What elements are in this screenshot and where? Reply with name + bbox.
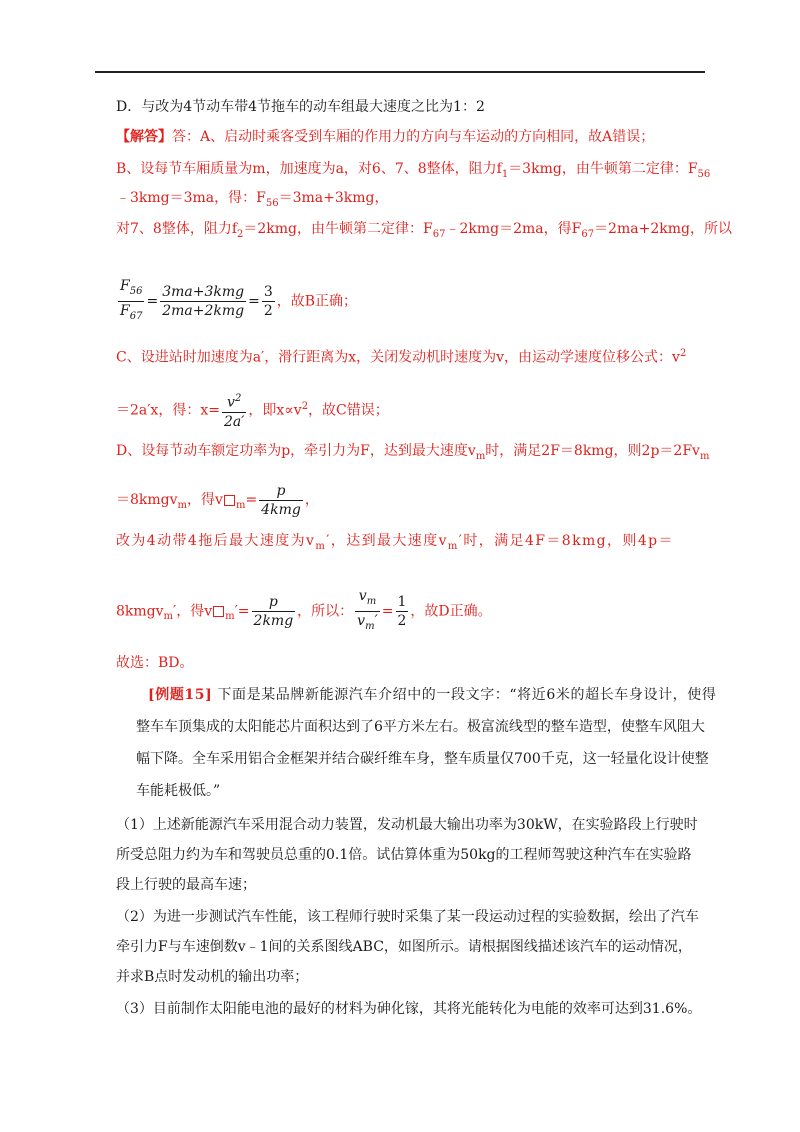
answer-d-line1 [116, 441, 709, 467]
sub-m2: m [699, 450, 710, 462]
frac-p-2kmg: $\frac{p}{\text{2kmg}}$ [253, 593, 294, 629]
sub-2: 2 [237, 228, 244, 240]
sup-2b: 2 [301, 401, 309, 412]
example-tag: [例题15] [148, 687, 213, 703]
b-text-4: ＝3ma+3kmg， [278, 190, 389, 206]
frac-v2-2a: $\frac{v^2}{2a'}$ [222, 390, 246, 431]
choice-line: 故选：BD。 [116, 655, 194, 671]
q3-line1: （3）目前制作太阳能电池的最好的材料为砷化镓，其将光能转化为电能的效率可达到31.6%。 [116, 1001, 702, 1017]
answer-a-text: 答：A、启动时乘客受到车厢的作用力的方向与车运动的方向相同，故A错误； [172, 129, 655, 145]
sub-m6: m [447, 540, 459, 552]
answer-b-line2 [116, 188, 389, 214]
sub-67: 67 [432, 228, 446, 240]
answer-tag: 【解答】 [116, 129, 172, 145]
c-text-4: ，故C错误； [308, 402, 389, 419]
d-text-12: ，故D正确。 [410, 603, 492, 620]
d-text-2: 时，满足2F＝8kmg，则2p＝2Fv [485, 443, 700, 459]
answer-b-line3 [116, 219, 732, 245]
sub-m5: m [315, 540, 327, 552]
c-text-3: ，即x∝v [248, 402, 302, 419]
placeholder-box-icon [224, 495, 235, 506]
frac-f56-f67: $\frac{F_{56}}{F_{67}}$ [120, 278, 143, 322]
frac-3-2: $\frac{3}{2}$ [263, 283, 273, 319]
b-text-3: ﹣3kmg＝3ma，得：F [116, 190, 266, 206]
sub-m8: m [225, 611, 235, 623]
placeholder-box-icon-2 [213, 606, 224, 617]
b-text-5: 对7、8整体，阻力f [116, 221, 237, 237]
b-text-2: ＝3kmg，由牛顿第二定律：F [508, 161, 698, 177]
sub-67b: 67 [581, 228, 595, 240]
q1-line3: 段上行驶的最高车速； [116, 877, 256, 893]
answer-a-line [116, 127, 654, 147]
b-text-8: ＝2ma+2kmg，所以 [594, 221, 732, 237]
frac-vm-vm: $\frac{v_m}{v_m'}$ [357, 588, 378, 632]
d-text-1: D、设每节动车额定功率为p，牵引力为F，达到最大速度v [116, 443, 476, 459]
answer-c-line1 [116, 344, 686, 368]
q1-line2: 所受总阻力约为车和驾驶员总重的0.1倍。试估算体重为50kg的工程师驾驶这种汽车在实验路 [116, 847, 692, 863]
sup-2: 2 [679, 348, 687, 359]
example-line2: 整车车顶集成的太阳能芯片面积达到了6平方米左右。极富流线型的整车造型，使整车风阻大 [136, 719, 705, 735]
b-result: ，故B正确； [276, 293, 358, 310]
formula-b: $\frac{F_{56}}{F_{67}}$ = $\frac{\text{3ma+3kmg}}{\text{2ma+2kmg}}$ = $\frac{3}{2}$ ，故B正确； [116, 277, 357, 326]
header-rule [95, 71, 705, 73]
c-text-2: ＝2a′x，得：x= [116, 402, 220, 419]
b-text-6: ＝2kmg，由牛顿第二定律：F [243, 221, 433, 237]
b-text-7: ﹣2kmg＝2ma，得F [445, 221, 582, 237]
answer-d-line4: 8kmgv$_m$′，得v $_m$′= $\frac{p}{\text{2kmg}}$ ，所以： $\frac{v_m}{v_m'}$ = $\frac{1}{2}$ ，故D正确。 [116, 587, 492, 637]
example-line1 [148, 685, 716, 705]
frac-ma: $\frac{\text{3ma+3kmg}}{\text{2ma+2kmg}}$ [162, 283, 245, 319]
sub-m4: m [235, 499, 246, 511]
b-text-1: B、设每节车厢质量为m，加速度为a，对6、7、8整体，阻力f [116, 161, 502, 177]
d-text-7: ′，达到最大速度v [326, 533, 448, 549]
frac-p-4kmg: $\frac{p}{\text{4kmg}}$ [261, 482, 301, 518]
sub-56b: 56 [265, 197, 279, 209]
d-text-6: 改为4动带4拖后最大速度为v [116, 533, 316, 549]
d-text-11: ，所以： [297, 603, 354, 620]
sub-m3: m [177, 499, 188, 511]
d-text-5: ， [304, 492, 319, 508]
answer-b-line1 [116, 159, 710, 185]
d-text-9: 8kmgv [116, 603, 164, 620]
example-text-1: 下面是某品牌新能源汽车介绍中的一段文字：“将近6米的超长车身设计，使得 [217, 687, 717, 703]
option-d: D．与改为4节动车带4节拖车的动车组最大速度之比为1：2 [116, 99, 485, 115]
answer-d-line2: ＝8kmgv$_m$，得v $_m$= $\frac{p}{\text{4kmg}}$ ， [116, 482, 319, 518]
q2-line3: 并求B点时发动机的输出功率； [116, 969, 309, 985]
example-line4: 车能耗极低。” [136, 783, 221, 799]
sub-56: 56 [697, 168, 711, 180]
sub-m: m [475, 450, 486, 462]
answer-c-line2 [116, 387, 389, 431]
q1-line1: （1）上述新能源汽车采用混合动力装置，发动机最大输出功率为30kW，在实验路段上行驶时 [116, 817, 698, 833]
d-text-3: ＝8kmgv [116, 492, 178, 508]
q2-line2: 牵引力F与车速倒数v﹣1间的关系图线ABC，如图所示。请根据图线描述该汽车的运动情况， [116, 939, 692, 955]
sub-1: 1 [501, 168, 509, 180]
d-text-10: ′，得v [173, 603, 213, 620]
c-text-1: C、设进站时加速度为a′，滑行距离为x，关闭发动机时速度为v，由运动学速度位移公式：v [116, 349, 680, 366]
frac-1-2: $\frac{1}{2}$ [397, 593, 407, 629]
example-line3: 幅下降。全车采用铝合金框架并结合碳纤维车身，整车质量仅700千克，这一轻量化设计使整 [136, 751, 709, 767]
answer-d-line3 [116, 531, 674, 557]
sub-m7: m [163, 611, 174, 623]
d-text-8: ′时，满足4F＝8kmg，则4p＝ [458, 533, 674, 549]
d-text-4: ，得v [187, 492, 223, 508]
q2-line1: （2）为进一步测试汽车性能，该工程师行驶时采集了某一段运动过程的实验数据，绘出了汽车 [116, 909, 699, 925]
